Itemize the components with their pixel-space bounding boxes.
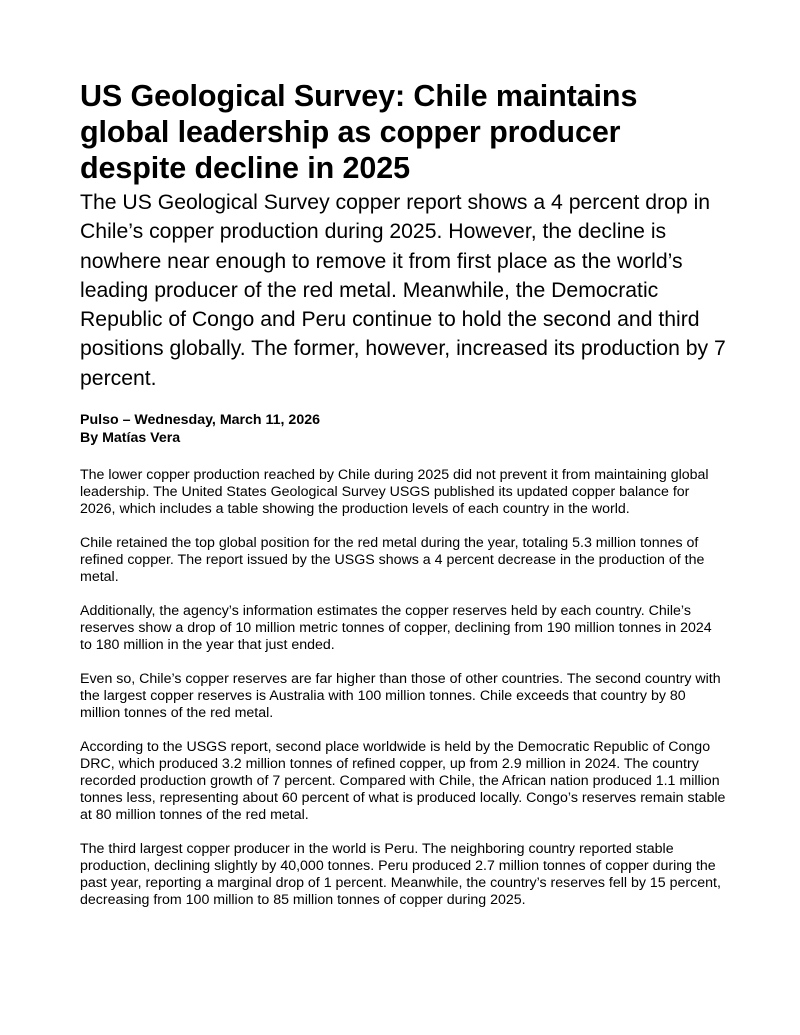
article-body xyxy=(80,467,726,909)
body-paragraph: Chile retained the top global position for the red metal during the year, totaling 5.3 million tonnes of refined copper. The report issued by the USGS shows a 4 percent decrease in the production of the metal. xyxy=(80,535,705,586)
body-paragraph: Even so, Chile’s copper reserves are far higher than those of other countries. The second country with the largest copper reserves is Australia with 100 million tonnes. Chile exceeds that country by 80 million tonnes of the red metal. xyxy=(80,671,721,722)
body-paragraph: Additionally, the agency’s information estimates the copper reserves held by each country. Chile’s reserves show a drop of 10 million metric tonnes of copper, declining from 190 million tonnes in 2024 to 180 million in the year that just ended. xyxy=(80,603,712,654)
body-paragraph: According to the USGS report, second place worldwide is held by the Democratic Republic of Congo DRC, which produced 3.2 million tonnes of refined copper, up from 2.9 million in 2024. The country recorded production growth of 7 percent. Compared with Chile, the African nation produced 1.1 million tonnes less, representing about 60 percent of what is produced locally. Congo’s reserves remain stable at 80 million tonnes of the red metal. xyxy=(80,739,726,824)
headline: US Geological Survey: Chile maintains global leadership as copper producer despite decline in 2025 xyxy=(80,79,638,185)
body-paragraph: The third largest copper producer in the world is Peru. The neighboring country reported stable production, declining slightly by 40,000 tonnes. Peru produced 2.7 million tonnes of copper during the past year, reporting a marginal drop of 1 percent. Meanwhile, the country’s reserves fell by 15 percent, decreasing from 100 million to 85 million tonnes of copper during 2025. xyxy=(80,841,721,909)
body-paragraph: The lower copper production reached by Chile during 2025 did not prevent it from maintaining global leadership. The United States Geological Survey USGS published its updated copper balance for 2026, which includes a table showing the production levels of each country in the world. xyxy=(80,467,709,518)
author: By Matías Vera xyxy=(80,430,181,447)
dateline: Pulso – Wednesday, March 11, 2026 xyxy=(80,412,320,429)
article xyxy=(80,78,726,926)
byline xyxy=(80,411,726,447)
article-dek: The US Geological Survey copper report shows a 4 percent drop in Chile’s copper production during 2025. However, the decline is nowhere near enough to remove it from first place as the world’s leading producer of the red metal. Meanwhile, the Democratic Republic of Congo and Peru continue to hold the second and third positions globally. The former, however, increased its production by 7 percent. xyxy=(80,191,726,390)
